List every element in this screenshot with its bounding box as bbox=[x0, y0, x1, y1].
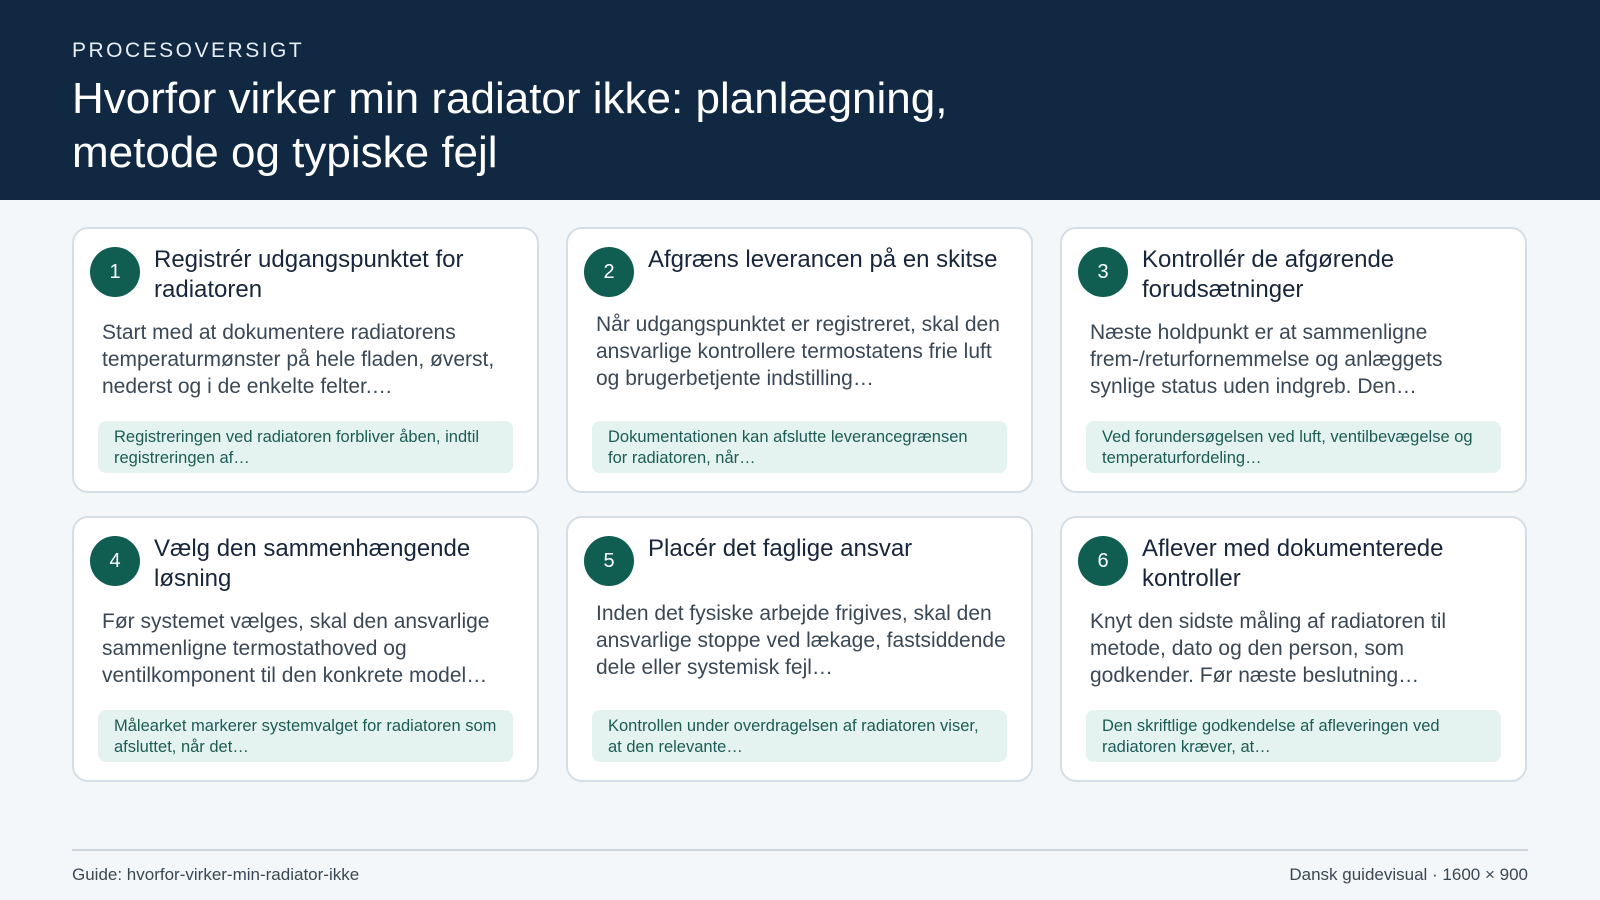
step-card-header bbox=[584, 534, 1007, 586]
step-number-badge: 3 bbox=[1078, 247, 1128, 297]
step-number-badge: 1 bbox=[90, 247, 140, 297]
step-title: Vælg den sammenhængende løsning bbox=[154, 535, 471, 592]
step-note: Dokumentationen kan afslutte leverancegrænsen for radiatoren, når… bbox=[592, 421, 1007, 473]
step-title: Placér det faglige ansvar bbox=[648, 535, 913, 562]
step-description: Når udgangspunktet er registreret, skal den ansvarlige kontrollere termostatens frie luft og brugerbetjente indstilling… bbox=[596, 313, 1000, 390]
step-description: Knyt den sidste måling af radiatoren til metode, dato og den person, som godkender. Før næste beslutning… bbox=[1090, 610, 1447, 687]
step-description: Start med at dokumentere radiatorens temperaturmønster på hele fladen, øverst, nederst og i de enkelte felter.… bbox=[102, 321, 495, 398]
step-description: Inden det fysiske arbejde frigives, skal den ansvarlige stoppe ved lækage, fastsiddende dele eller systemisk fejl… bbox=[596, 602, 1006, 679]
step-card-3 bbox=[1060, 227, 1527, 493]
footer-credit: Dansk guidevisual · 1600 × 900 bbox=[1289, 865, 1528, 884]
step-title: Aflever med dokumenterede kontroller bbox=[1142, 535, 1444, 592]
step-title: Registrér udgangspunktet for radiatoren bbox=[154, 246, 464, 303]
step-card-header bbox=[90, 534, 513, 594]
step-description: Næste holdpunkt er at sammenligne frem-/returfornemmelse og anlæggets synlige status uden indgreb. Den… bbox=[1090, 321, 1443, 398]
step-card-5 bbox=[566, 516, 1033, 782]
step-number-badge: 4 bbox=[90, 536, 140, 586]
step-card-1 bbox=[72, 227, 539, 493]
footer-divider bbox=[72, 849, 1528, 851]
step-title: Afgræns leverancen på en skitse bbox=[648, 246, 998, 273]
step-card-4 bbox=[72, 516, 539, 782]
step-card-2 bbox=[566, 227, 1033, 493]
step-note: Kontrollen under overdragelsen af radiatoren viser, at den relevante… bbox=[592, 710, 1007, 762]
eyebrow-label: PROCESOVERSIGT bbox=[72, 39, 305, 62]
step-note: Den skriftlige godkendelse af afleveringen ved radiatoren kræver, at… bbox=[1086, 710, 1501, 762]
step-card-header bbox=[90, 245, 513, 305]
step-card-header bbox=[1078, 534, 1501, 594]
step-note: Målearket markerer systemvalget for radiatoren som afsluttet, når det… bbox=[98, 710, 513, 762]
step-note: Ved forundersøgelsen ved luft, ventilbevægelse og temperaturfordeling… bbox=[1086, 421, 1501, 473]
footer-guide-slug: Guide: hvorfor-virker-min-radiator-ikke bbox=[72, 865, 360, 884]
step-card-header bbox=[1078, 245, 1501, 305]
step-number-badge: 6 bbox=[1078, 536, 1128, 586]
step-grid bbox=[72, 227, 1528, 782]
step-card-header bbox=[584, 245, 1007, 297]
step-number-badge: 2 bbox=[584, 247, 634, 297]
step-note: Registreringen ved radiatoren forbliver åben, indtil registreringen af… bbox=[98, 421, 513, 473]
step-card-6 bbox=[1060, 516, 1527, 782]
step-number-badge: 5 bbox=[584, 536, 634, 586]
page-title: Hvorfor virker min radiator ikke: planlægning, metode og typiske fejl bbox=[72, 74, 948, 177]
step-description: Før systemet vælges, skal den ansvarlige sammenligne termostathoved og ventilkomponent til den konkrete model… bbox=[102, 610, 490, 687]
step-title: Kontrollér de afgørende forudsætninger bbox=[1142, 246, 1395, 303]
header-banner bbox=[0, 0, 1600, 200]
